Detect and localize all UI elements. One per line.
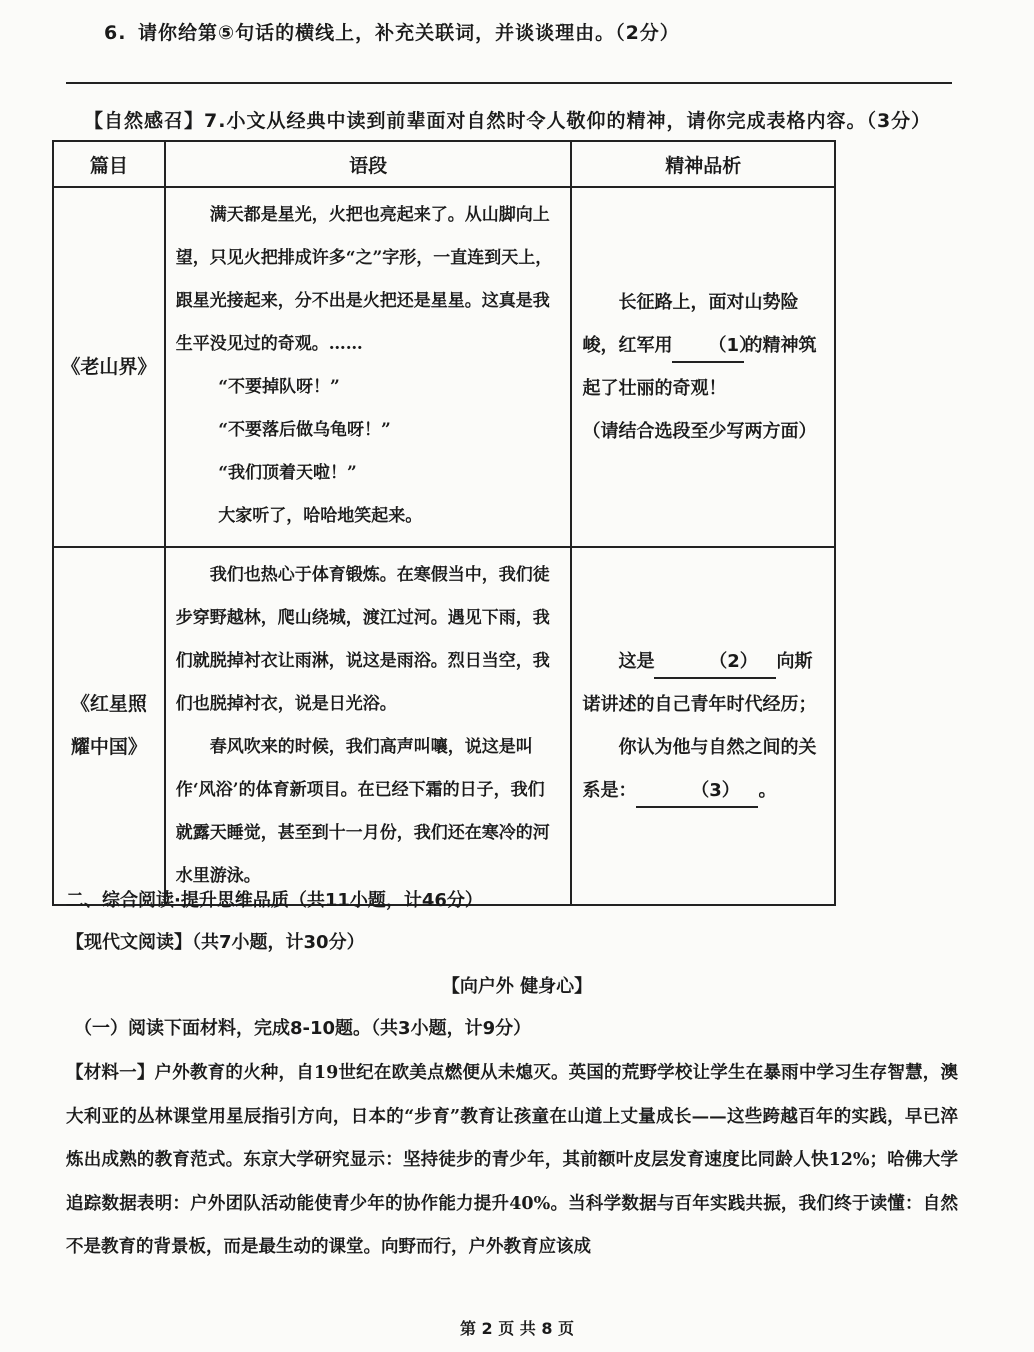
analysis-post: 的精神筑起了壮丽的奇观！ [582, 335, 817, 399]
answer-blank-2[interactable]: （2） [654, 647, 776, 679]
reading-title: 【向户外 健身心】 [441, 976, 593, 997]
page-number: 第 2 页 共 8 页 [459, 1319, 575, 1338]
section-2-heading: 二、综合阅读·提升思维品质（共11小题，计46分） [66, 890, 483, 911]
analysis-question [582, 726, 826, 812]
analysis-question-text: 你认为他与自然之间的关系是： [582, 737, 817, 801]
passage-quote: “不要掉队呀！” [218, 377, 340, 397]
analysis-pre: 这是 [618, 651, 655, 672]
question-6-number: 6. [104, 22, 127, 44]
row-analysis [571, 187, 835, 547]
question-6 [104, 18, 680, 45]
spirit-analysis-table [52, 140, 836, 906]
analysis-pre: 长征路上，面对山势险峻，红军用 [582, 292, 799, 356]
passage-quote: “我们顶着天啦！” [218, 463, 357, 483]
passage-paragraph: 我们也热心于体育锻炼。在寒假当中，我们徒步穿野越林，爬山绕城，渡江过河。遇见下雨，我们就脱掉衬衣让雨淋，说这是雨浴。烈日当空，我们也脱掉衬衣，说是日光浴。 [175, 565, 550, 714]
subsection-1-instruction: （一）阅读下面材料，完成8-10题。（共3小题，计9分） [74, 1018, 532, 1039]
question-6-text: 请你给第⑤句话的横线上，补充关联词，并谈谈理由。（2分） [138, 22, 680, 44]
row-analysis [571, 547, 835, 905]
row-title: 《老山界》 [53, 187, 165, 547]
table-row [53, 187, 835, 547]
analysis-text [582, 640, 826, 726]
header-title: 篇目 [53, 141, 165, 187]
analysis-text [582, 281, 826, 410]
row-passage [165, 547, 572, 905]
passage-paragraph: 春风吹来的时候，我们高声叫嚷，说这是叫作‘风浴’的体育新项目。在已经下霜的日子，我们就露天睡觉，甚至到十一月份，我们还在寒冷的河水里游泳。 [175, 737, 550, 886]
header-analysis: 精神品析 [571, 141, 835, 187]
header-passage: 语段 [165, 141, 572, 187]
table-header-row [53, 141, 835, 187]
material-1 [66, 1052, 958, 1270]
table-row [53, 547, 835, 905]
row-passage [165, 187, 572, 547]
answer-blank-1[interactable]: （1） [672, 331, 744, 363]
analysis-end: 。 [758, 780, 777, 801]
passage-paragraph: 大家听了，哈哈地笑起来。 [218, 506, 423, 526]
modern-reading-heading: 【现代文阅读】（共7小题，计30分） [66, 932, 365, 953]
material-1-text: 【材料一】户外教育的火种，自19世纪在欧美点燃便从未熄灭。英国的荒野学校让学生在暴雨中学习生存智慧，澳大利亚的丛林课堂用星辰指引方向，日本的“步育”教育让孩童在山道上丈量成长——这些跨越百年的实践，早已淬炼出成熟的教育范式。东京大学研究显示：坚持徒步的青少年，其前额叶皮层发育速度比同龄人快12%；哈佛大学追踪数据表明：户外团队活动能使青少年的协作能力提升40%。当科学数据与百年实践共振，我们终于读懂：自然不是教育的背景板，而是最生动的课堂。向野而行，户外教育应该成 [66, 1063, 958, 1257]
analysis-post: 向斯诺讲述的自己青年时代经历； [582, 651, 817, 715]
answer-blank-3[interactable]: （3） [636, 776, 758, 808]
passage-quote: “不要落后做乌龟呀！” [218, 420, 391, 440]
question-7-prompt: 【自然感召】7.小文从经典中读到前辈面对自然时令人敬仰的精神，请你完成表格内容。（3分） [84, 110, 932, 132]
answer-line[interactable] [66, 82, 952, 84]
row-title: 《红星照耀中国》 [53, 547, 165, 905]
passage-paragraph: 满天都是星光，火把也亮起来了。从山脚向上望，只见火把排成许多“之”字形，一直连到天上，跟星光接起来，分不出是火把还是星星。这真是我生平没见过的奇观。…… [175, 205, 553, 354]
analysis-note: （请结合选段至少写两方面） [582, 421, 817, 442]
